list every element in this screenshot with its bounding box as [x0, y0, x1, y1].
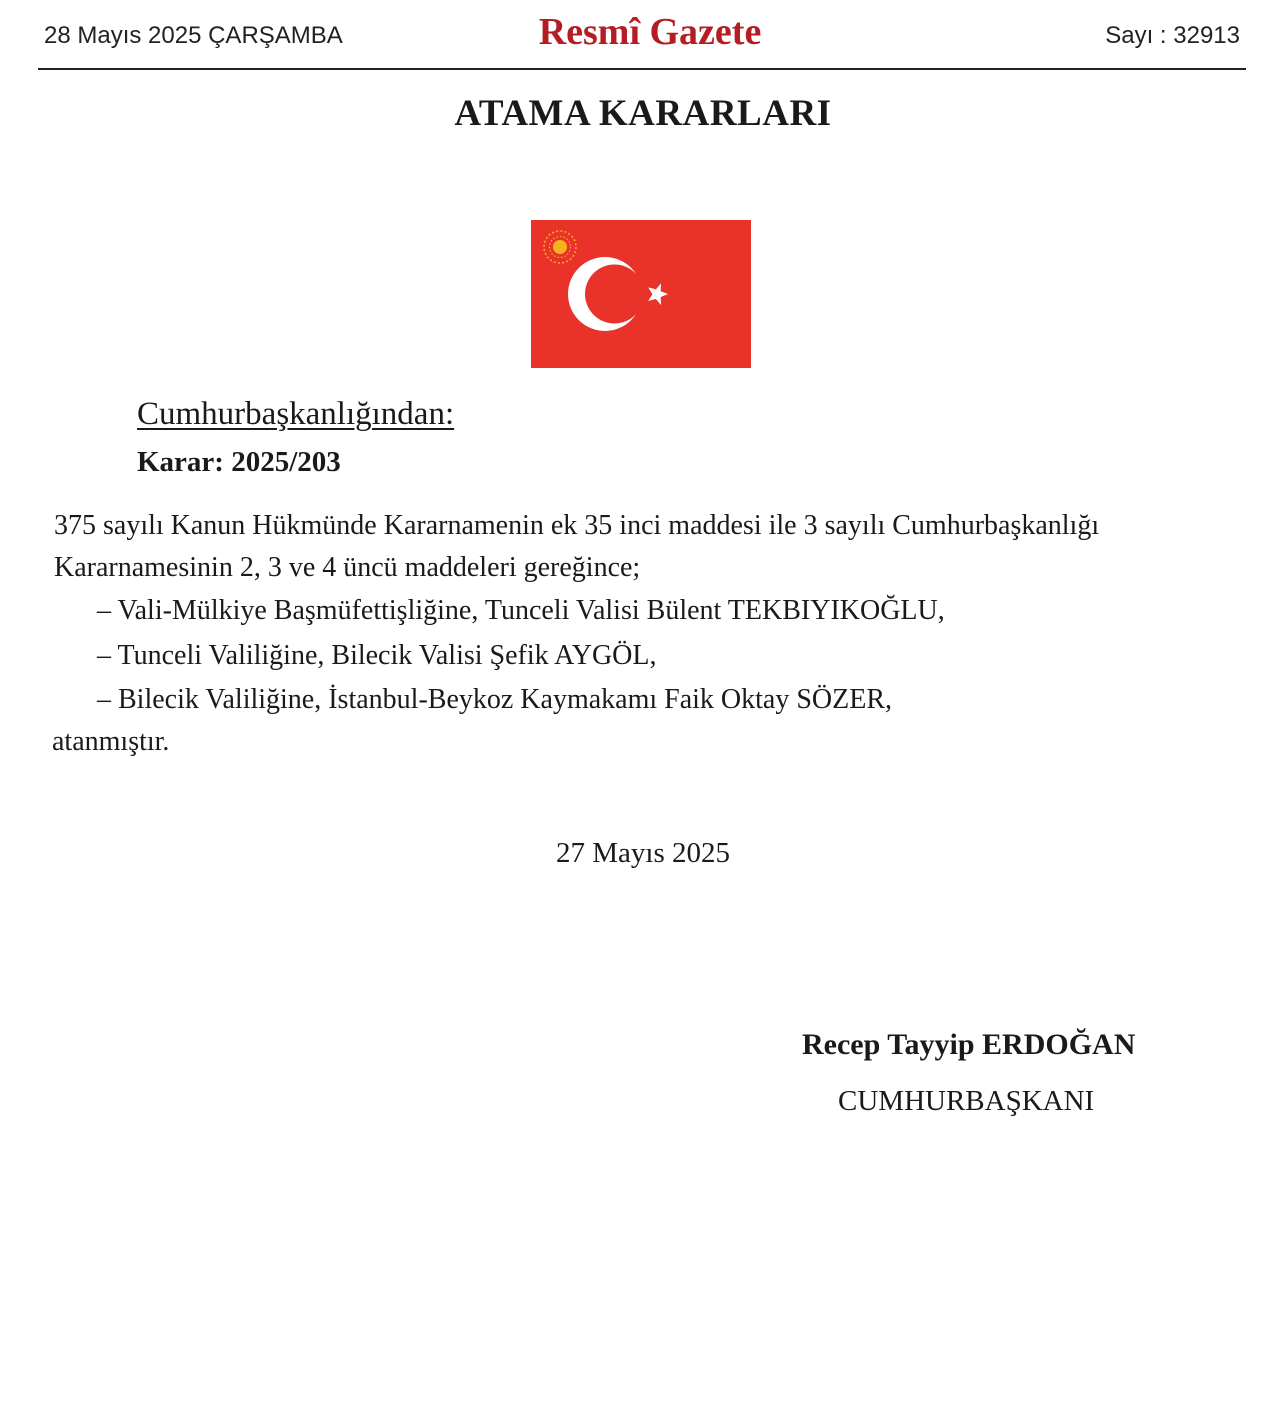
header-date: 28 Mayıs 2025 ÇARŞAMBA — [44, 22, 343, 49]
document-title: ATAMA KARARLARI — [454, 93, 832, 134]
appointment-item: – Vali-Mülkiye Başmüfettişliğine, Tunceli Valisi Bülent TEKBIYIKOĞLU, — [97, 595, 945, 626]
gazette-header — [38, 0, 1246, 70]
issue-number: Sayı : 32913 — [1105, 22, 1240, 49]
intro-text-line-1: 375 sayılı Kanun Hükmünde Kararnamenin ek 35 inci maddesi ile 3 sayılı Cumhurbaşkanlığı — [54, 510, 1100, 541]
signer-name: Recep Tayyip ERDOĞAN — [802, 1028, 1136, 1061]
signer-title: CUMHURBAŞKANI — [838, 1085, 1095, 1117]
intro-text-line-2: Kararnamesinin 2, 3 ve 4 üncü maddeleri gereğince; — [54, 552, 641, 583]
turkish-flag-icon — [531, 220, 751, 368]
signature-date: 27 Mayıs 2025 — [556, 837, 730, 869]
publication-title: Resmî Gazete — [538, 11, 762, 53]
appointment-item: – Tunceli Valiliğine, Bilecik Valisi Şefik AYGÖL, — [97, 640, 657, 671]
issuer-heading: Cumhurbaşkanlığından: — [137, 396, 455, 432]
decision-number: Karar: 2025/203 — [137, 446, 341, 478]
appointment-item: – Bilecik Valiliğine, İstanbul-Beykoz Kaymakamı Faik Oktay SÖZER, — [97, 684, 893, 715]
closing-text: atanmıştır. — [52, 726, 170, 757]
